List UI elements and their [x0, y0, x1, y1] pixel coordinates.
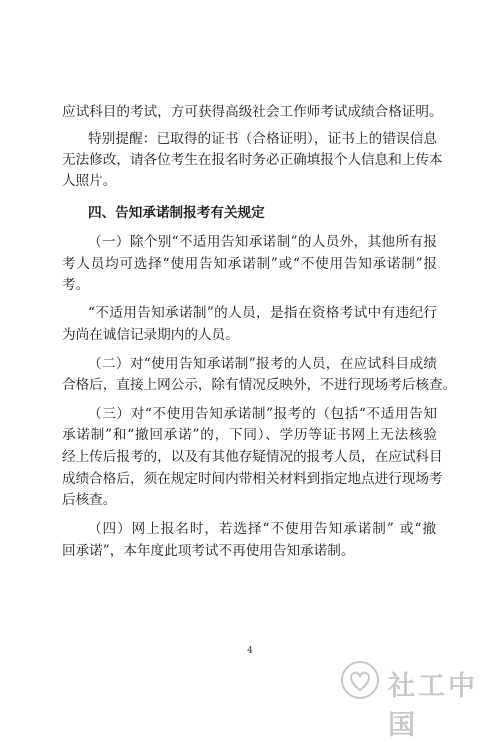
watermark-text: 社工中国 [388, 671, 478, 741]
paragraph-line: （四）网上报名时，若选择“不使用告知承诺制” 或“撤 [88, 521, 437, 537]
watermark [340, 658, 490, 741]
paragraph-line: 应试科目的考试，方可获得高级社会工作师考试成绩合格证明。 [62, 104, 443, 120]
paragraph-line: 后核查。 [62, 492, 117, 508]
paragraph-line: 承诺制”和“撤回承诺”的，下同）、学历等证书网上无法核验 [62, 427, 438, 443]
paragraph-line: 成绩合格后，须在规定时间内带相关材料到指定地点进行现场考 [62, 471, 443, 487]
paragraph-line: 考人员均可选择“使用告知承诺制”或“不使用告知承诺制”报 [62, 256, 438, 272]
paragraph-line: 合格后，直接上网公示，除有情况反映外，不进行现场考后核查。 [62, 377, 457, 393]
page-number: 4 [247, 646, 253, 656]
paragraph-line: 经上传后报考的，以及有其他存疑情况的报考人员，在应试科目 [62, 449, 443, 465]
paragraph-line: （二）对“使用告知承诺制”报考的人员，在应试科目成绩 [88, 356, 438, 372]
section-heading: 四、告知承诺制报考有关规定 [88, 205, 265, 221]
paragraph-line: 考。 [62, 277, 90, 293]
paragraph-line: 为尚在诚信记录期内的人员。 [62, 327, 239, 343]
paragraph-line: （一）除个别“不适用告知承诺制”的人员外，其他所有报 [88, 234, 438, 250]
paragraph-line: （三）对“不使用告知承诺制”报考的（包括“不适用告知 [88, 406, 438, 422]
paragraph-line: “不适用告知承诺制”的人员，是指在资格考试中有违纪行 [88, 305, 438, 321]
paragraph-line: 回承诺”，本年度此项考试不再使用告知承诺制。 [62, 543, 355, 559]
paragraph-line: 无法修改，请各位考生在报名时务必正确填报个人信息和上传本 [62, 152, 443, 168]
paragraph-line: 人照片。 [62, 173, 117, 189]
heart-logo-icon [340, 660, 380, 700]
paragraph-line: 特别提醒：已取得的证书（合格证明），证书上的错误信息 [88, 131, 438, 147]
